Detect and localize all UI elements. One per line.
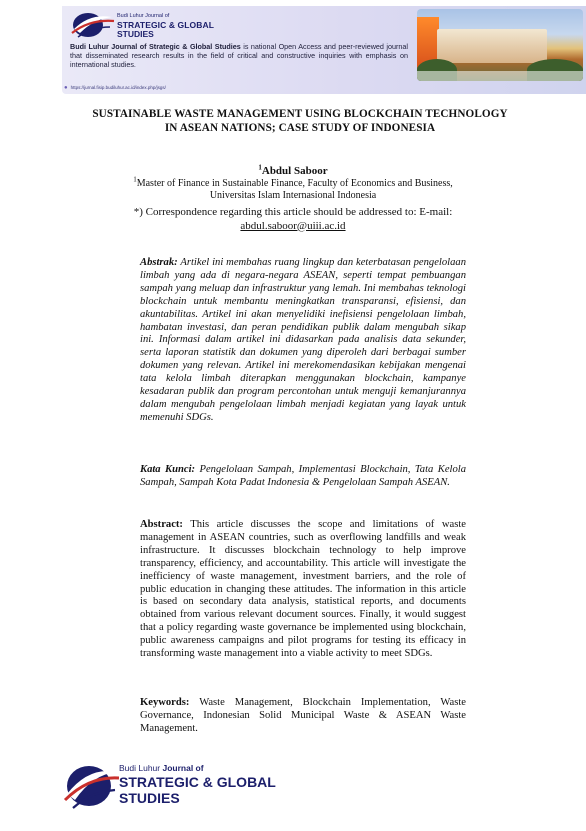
logo-footer-line1 — [119, 763, 204, 773]
author-name-text: Abdul Saboor — [261, 165, 328, 177]
abstrak-label: Abstrak: — [140, 257, 178, 268]
logo-footer-line2: STRATEGIC & GLOBAL — [119, 774, 276, 790]
journal-logo-footer — [63, 752, 323, 822]
abstrak-text: Artikel ini membahas ruang lingkup dan keterbatasan pengelolaan limbah yang ada di negara-negara ASEAN, seperti tempat pembuangan sampah yang meluap dan infrastruktur yang lemah. Ini membahas teknologi blockchain untuk membantu meningkatkan transparansi, efisiensi, dan akuntabilitas. Artikel ini akan menyelidiki inefisiensi pengelolaan limbah, hambatan investasi, dan peran pendidikan publik dalam mengubah sikap ini. Informasi dalam artikel ini didasarkan pada analisis data sekunder, serta laporan statistik dan dokumen yang diperoleh dari berbagai sumber dokumen yang relevan. Artikel ini merekomendasikan kebijakan mengenai tata kelola limbah diterapkan menggunakan blockchain, kampanye kesadaran publik dan program percontohan untuk menguji kemanjurannya dalam mengubah pengelolaan limbah menjadi kegiatan yang layak untuk memenuhi SDGs. — [140, 257, 466, 423]
correspondence-text: *) Correspondence regarding this article should be addressed to: E-mail: — [133, 206, 453, 218]
journal-url[interactable] — [64, 85, 166, 91]
journal-url-text[interactable]: https://jurnal.fisip.budiluhur.ac.id/index.php/jsgs/ — [70, 85, 166, 90]
author-email-link[interactable]: abdul.saboor@uiii.ac.id — [240, 219, 346, 232]
kata-kunci-paragraph — [140, 464, 466, 490]
author-name — [0, 165, 586, 177]
keywords-paragraph — [140, 697, 466, 736]
affiliation-line1: Master of Finance in Sustainable Finance, Faculty of Economics and Business, — [136, 178, 453, 189]
campus-photo — [417, 9, 583, 81]
correspondence-note — [0, 206, 586, 233]
logo-small-line1: Budi Luhur Journal of — [117, 13, 170, 19]
globe-swoosh-icon — [63, 752, 119, 818]
journal-name: Budi Luhur Journal of Strategic & Global Studies — [70, 42, 241, 51]
abstract-text: This article discusses the scope and limitations of waste management in ASEAN countries, such as overflowing landfills and weak infrastructure. It discusses blockchain technology to help improve transparency, efficiency, and accountability. This article will investigate the inefficiency of waste management, investment barriers, and the role of public education in changing these attitudes. The information in this article is based on secondary data analysis, statistical reports, and documents obtained from various relevant document sources. Finally, it would suggest that a policy regarding waste governance be implemented using blockchain, public awareness campaigns and pilot programs for testing its efficacy in transforming waste management into a viable activity to meet SDGs. — [140, 519, 466, 660]
logo-small-line2: STRATEGIC & GLOBAL — [117, 20, 215, 30]
logo-footer-line1-bold: Journal of — [162, 763, 204, 773]
article-title: SUSTAINABLE WASTE MANAGEMENT USING BLOCKCHAIN TECHNOLOGY IN ASEAN NATIONS; CASE STUDY OF INDONESIA — [92, 108, 508, 134]
journal-description-text: is national Open Access and peer-reviewed journal that disseminated research results in the field of critical and constructive inquiries with emphasis on international studies. — [70, 42, 408, 70]
logo-footer-line3: STUDIES — [119, 790, 180, 806]
keywords-label: Keywords: — [140, 697, 190, 708]
photo-overlay-bar — [417, 71, 583, 81]
globe-swoosh-icon — [68, 9, 116, 43]
journal-header-banner — [62, 6, 586, 94]
keywords-text: Waste Management, Blockchain Implementation, Waste Governance, Indonesian Solid Municipal Waste & ASEAN Waste Management. — [140, 697, 466, 734]
author-superscript: 1 — [258, 163, 262, 172]
abstrak-paragraph — [140, 257, 466, 425]
journal-description — [70, 42, 408, 70]
logo-small-line3: STUDIES — [117, 29, 154, 39]
abstract-label: Abstract: — [140, 519, 183, 530]
kata-kunci-text: Pengelolaan Sampah, Implementasi Blockchain, Tata Kelola Sampah, Sampah Kota Padat Indonesia & Pengelolaan Sampah ASEAN. — [140, 464, 467, 488]
abstract-paragraph — [140, 519, 466, 661]
photo-building — [437, 29, 547, 63]
globe-icon: ● — [64, 85, 68, 91]
author-affiliation — [0, 175, 586, 202]
journal-logo-small — [68, 9, 238, 43]
logo-footer-line1-plain: Budi Luhur — [119, 763, 163, 773]
affiliation-line2: Universitas Islam Internasional Indonesia — [209, 190, 377, 201]
affiliation-superscript: 1 — [133, 175, 137, 184]
kata-kunci-label: Kata Kunci: — [140, 464, 196, 475]
